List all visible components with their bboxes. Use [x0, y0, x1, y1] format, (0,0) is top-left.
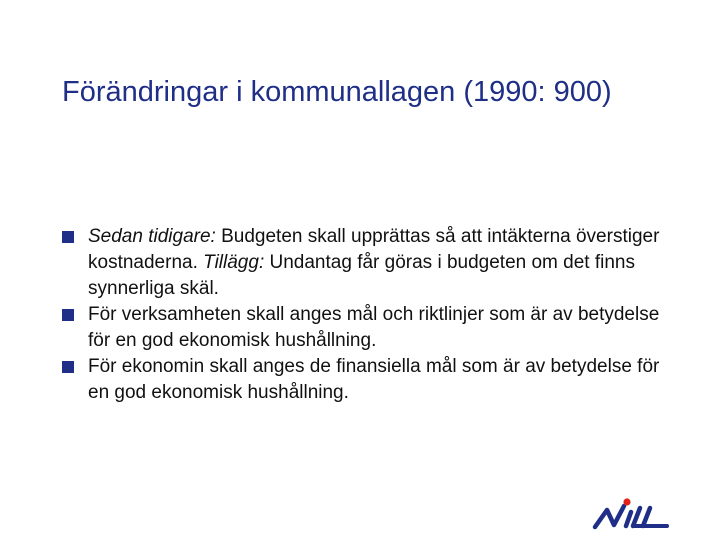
logo-stroke-2 — [633, 508, 640, 526]
logo-red-dot — [623, 498, 630, 505]
nilh-logo — [592, 498, 670, 532]
square-bullet-icon — [62, 231, 74, 243]
bullet-2-text: För verksamheten skall anges mål och riktlinjer som är av betydelse för en god ekonomisk hushållning. — [88, 304, 660, 351]
bullet-1-emphasis-2: Tillägg: — [203, 252, 265, 273]
square-bullet-icon — [62, 309, 74, 321]
slide-title: Förändringar i kommunallagen (1990: 900) — [62, 76, 612, 108]
logo-wave-mark — [595, 506, 624, 527]
logo-stroke-1 — [626, 512, 631, 526]
bullet-3-text: För ekonomin skall anges de finansiella mål som är av betydelse för en god ekonomisk hushållning. — [88, 356, 660, 403]
bullet-item-1 — [60, 224, 680, 302]
bullet-item-2 — [60, 302, 680, 354]
bullet-1-text-1: Budgeten skall upprättas så att intäkterna överstiger kostnaderna. — [88, 226, 660, 273]
bullet-list — [60, 224, 680, 406]
bullet-1-emphasis-1: Sedan tidigare: — [88, 226, 216, 247]
bullet-item-3 — [60, 354, 680, 406]
logo-stroke-3 — [643, 508, 650, 526]
square-bullet-icon — [62, 361, 74, 373]
bullet-1-text-2: Undantag får göras i budgeten om det finns synnerliga skäl. — [88, 252, 635, 299]
